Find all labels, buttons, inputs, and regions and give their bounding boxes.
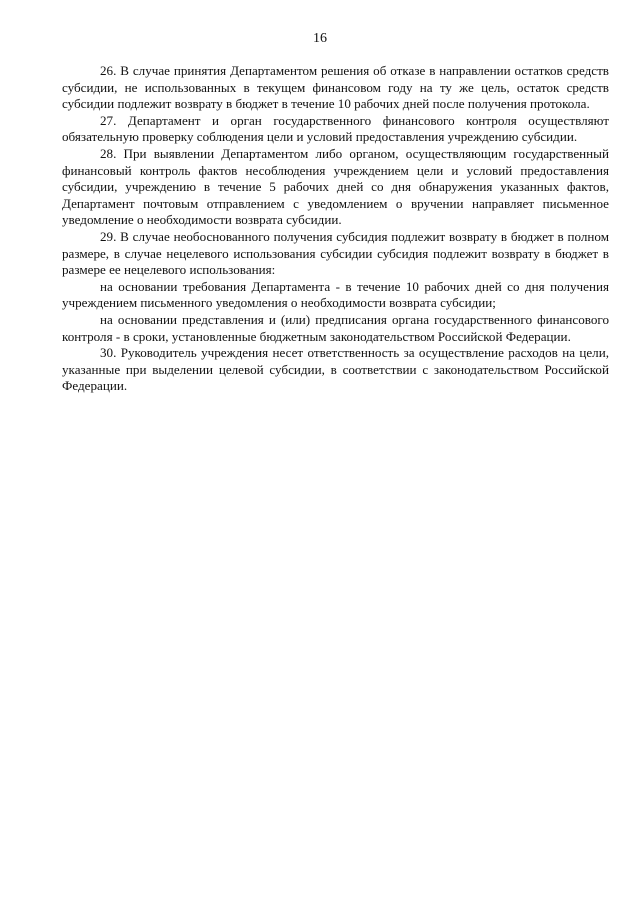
paragraph-29-item-control-body: на основании представления и (или) предписания органа государственного финансового контроля - в сроки, установленные бюджетным законодательством Российской Федерации. [62,311,609,344]
paragraph-29-item-department: на основании требования Департамента - в течение 10 рабочих дней со дня получения учреждением письменного уведомления о необходимости возврата субсидии; [62,278,609,311]
paragraph-26: 26. В случае принятия Департаментом решения об отказе в направлении остатков средств субсидии, не использованных в текущем финансовом году на ту же цель, остаток средств субсидии подлежит возврату в бюджет в течение 10 рабочих дней после получения протокола. [62,63,609,112]
paragraph-29: 29. В случае необоснованного получения субсидия подлежит возврату в бюджет в полном размере, в случае нецелевого использования субсидии субсидия подлежит возврату в бюджет в размере ее нецелевого использования: [62,228,609,278]
paragraph-30: 30. Руководитель учреждения несет ответственность за осуществление расходов на цели, указанные при выделении целевой субсидии, в соответствии с законодательством Российской Федерации. [62,345,609,394]
document-body [62,63,609,395]
paragraph-28: 28. При выявлении Департаментом либо органом, осуществляющим государственный финансовый контроль фактов несоблюдения учреждением цели и условий предоставления субсидии, учреждению в течение 5 рабочих дней со дня обнаружения указанных фактов, Департамент почтовым отправлением с уведомлением о вручении направляет письменное уведомление о необходимости возврата субсидии. [62,145,609,228]
paragraph-27: 27. Департамент и орган государственного финансового контроля осуществляют обязательную проверку соблюдения цели и условий предоставления учреждению субсидии. [62,112,609,145]
page-number: 16 [313,31,327,46]
